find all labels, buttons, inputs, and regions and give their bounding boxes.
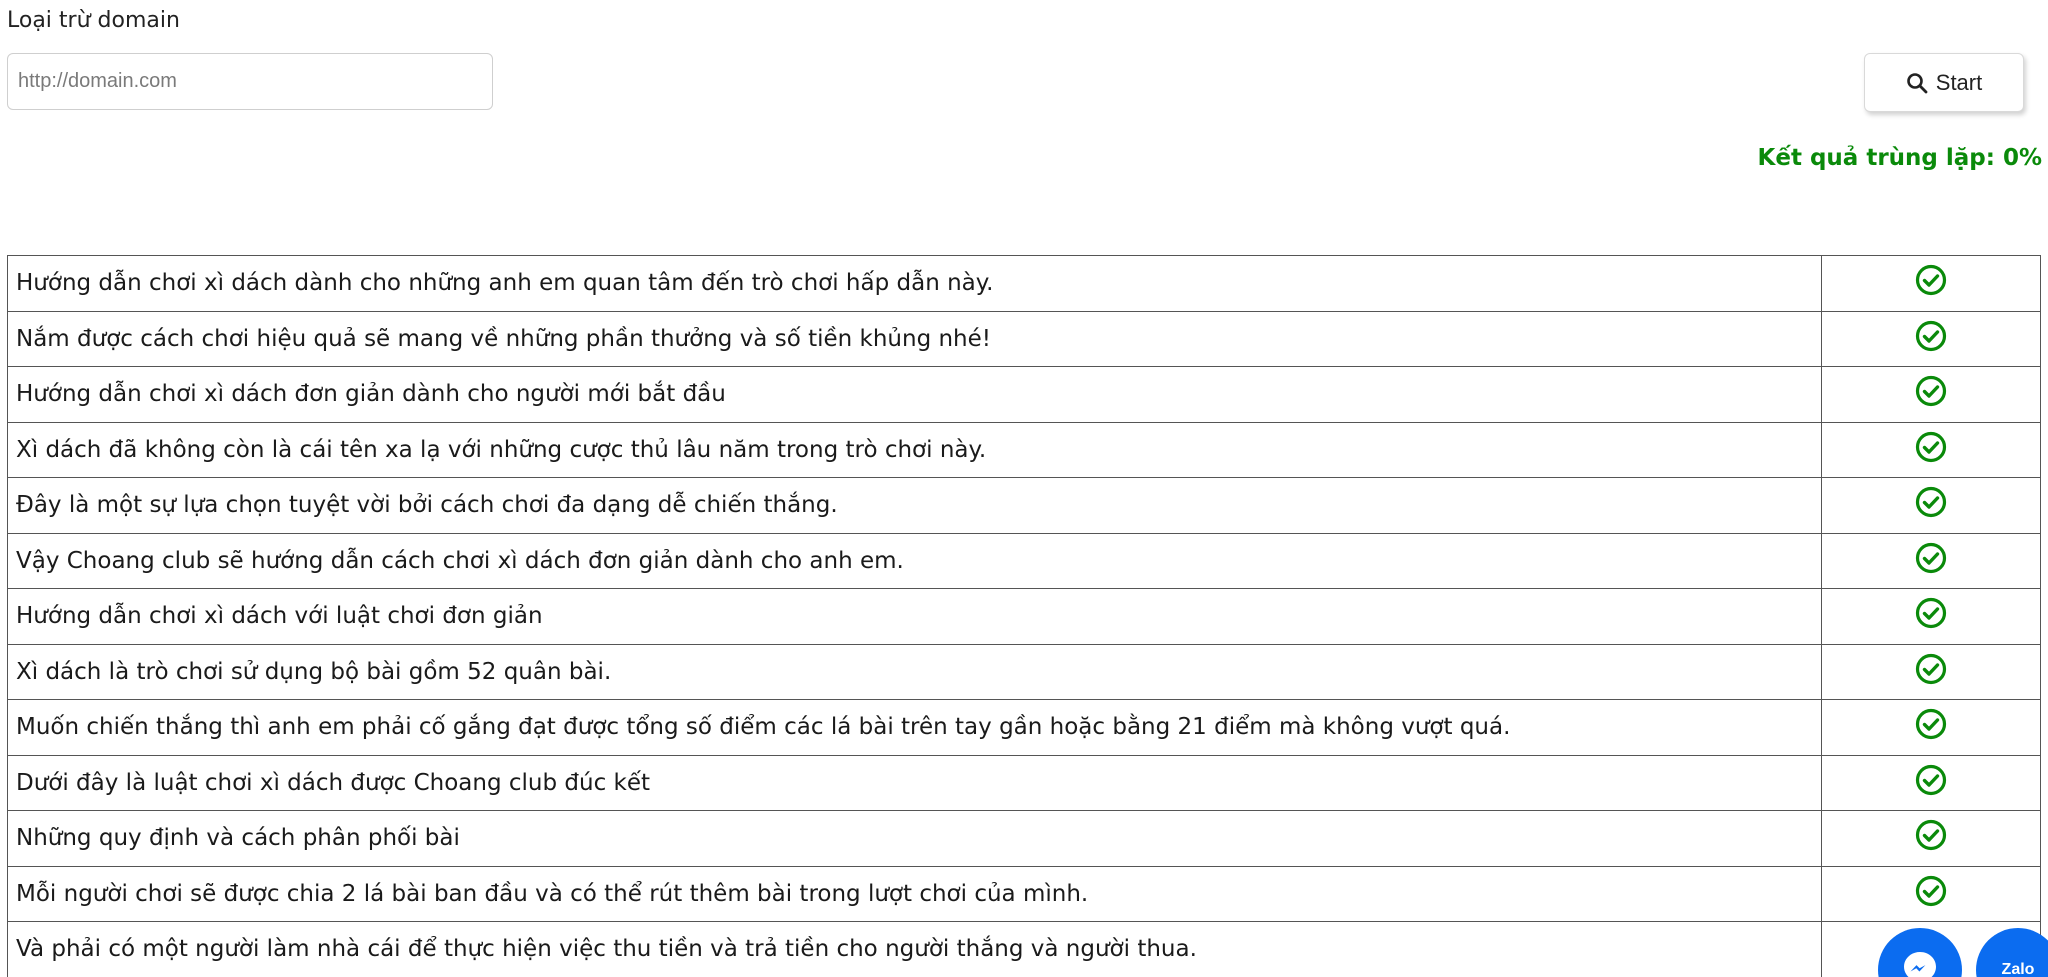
- check-circle-icon: [1915, 375, 1947, 413]
- check-circle-icon: [1915, 542, 1947, 580]
- row-status: [1822, 700, 2041, 756]
- row-status: [1822, 811, 2041, 867]
- check-circle-icon: [1915, 875, 1947, 913]
- table-row: [8, 866, 2041, 922]
- row-status: [1822, 367, 2041, 423]
- row-text: Và phải có một người làm nhà cái để thực hiện việc thu tiền và trả tiền cho người thắng và người thua.: [8, 922, 1822, 977]
- row-text: Hướng dẫn chơi xì dách với luật chơi đơn giản: [8, 589, 1822, 645]
- results-table: [7, 255, 2041, 977]
- row-text: Muốn chiến thắng thì anh em phải cố gắng đạt được tổng số điểm các lá bài trên tay gần hoặc bằng 21 điểm mà không vượt quá.: [8, 700, 1822, 756]
- row-status: [1822, 311, 2041, 367]
- check-circle-icon: [1915, 486, 1947, 524]
- table-row: [8, 755, 2041, 811]
- zalo-label: Zalo: [2001, 961, 2035, 977]
- row-text: Xì dách là trò chơi sử dụng bộ bài gồm 52 quân bài.: [8, 644, 1822, 700]
- row-text: Vậy Choang club sẽ hướng dẫn cách chơi xì dách đơn giản dành cho anh em.: [8, 533, 1822, 589]
- row-status: [1822, 478, 2041, 534]
- check-circle-icon: [1915, 320, 1947, 358]
- check-circle-icon: [1915, 708, 1947, 746]
- table-row: [8, 256, 2041, 312]
- row-status: [1822, 256, 2041, 312]
- row-text: Hướng dẫn chơi xì dách đơn giản dành cho người mới bắt đầu: [8, 367, 1822, 423]
- table-row: [8, 811, 2041, 867]
- check-circle-icon: [1915, 597, 1947, 635]
- row-text: Nắm được cách chơi hiệu quả sẽ mang về những phần thưởng và số tiền khủng nhé!: [8, 311, 1822, 367]
- table-row: [8, 478, 2041, 534]
- search-icon: [1906, 72, 1928, 94]
- row-status: [1822, 422, 2041, 478]
- row-text: Hướng dẫn chơi xì dách dành cho những anh em quan tâm đến trò chơi hấp dẫn này.: [8, 256, 1822, 312]
- exclude-domain-label: Loại trừ domain: [7, 8, 180, 33]
- row-text: Đây là một sự lựa chọn tuyệt vời bởi cách chơi đa dạng dễ chiến thắng.: [8, 478, 1822, 534]
- table-row: [8, 422, 2041, 478]
- check-circle-icon: [1915, 819, 1947, 857]
- row-text: Xì dách đã không còn là cái tên xa lạ với những cược thủ lâu năm trong trò chơi này.: [8, 422, 1822, 478]
- row-status: [1822, 755, 2041, 811]
- row-status: [1822, 866, 2041, 922]
- table-row: [8, 700, 2041, 756]
- table-row: [8, 367, 2041, 423]
- domain-input[interactable]: [7, 53, 493, 110]
- row-text: Dưới đây là luật chơi xì dách được Choang club đúc kết: [8, 755, 1822, 811]
- table-row: [8, 589, 2041, 645]
- check-circle-icon: [1915, 264, 1947, 302]
- start-button[interactable]: [1864, 53, 2024, 112]
- table-row: [8, 922, 2041, 977]
- check-circle-icon: [1915, 764, 1947, 802]
- duplicate-result-text: Kết quả trùng lặp: 0%: [1757, 145, 2042, 171]
- table-row: [8, 533, 2041, 589]
- table-row: [8, 311, 2041, 367]
- row-status: [1822, 533, 2041, 589]
- start-button-label: Start: [1935, 69, 1983, 95]
- row-status: [1822, 644, 2041, 700]
- row-text: Những quy định và cách phân phối bài: [8, 811, 1822, 867]
- check-circle-icon: [1915, 431, 1947, 469]
- row-status: [1822, 589, 2041, 645]
- check-circle-icon: [1915, 653, 1947, 691]
- messenger-icon: [1900, 948, 1940, 977]
- table-row: [8, 644, 2041, 700]
- row-text: Mỗi người chơi sẽ được chia 2 lá bài ban đầu và có thể rút thêm bài trong lượt chơi của mình.: [8, 866, 1822, 922]
